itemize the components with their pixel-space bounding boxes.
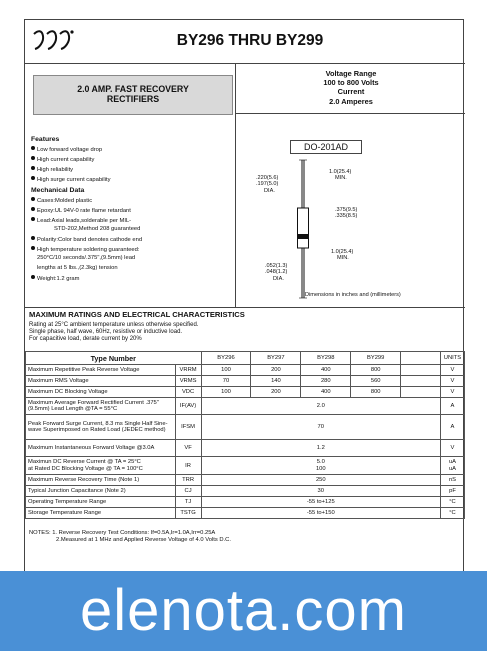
spec-summary <box>237 69 465 106</box>
divider <box>235 113 465 114</box>
unit-cell: A <box>440 398 464 415</box>
unit-cell: V <box>440 387 464 398</box>
symbol-cell: TSTG <box>175 508 201 519</box>
unit-cell: V <box>440 440 464 457</box>
table-row <box>26 387 465 398</box>
feature-item: High current capability <box>31 156 94 164</box>
spacer-cell <box>401 387 441 398</box>
value-cell: 560 <box>351 376 401 387</box>
symbol-cell: VRMS <box>175 376 201 387</box>
watermark-banner <box>0 571 487 651</box>
value-cell: 2.0 <box>201 398 440 415</box>
value-cell: 200 <box>251 387 301 398</box>
table-row <box>26 415 465 440</box>
diode-outline-drawing <box>293 156 313 306</box>
type-number-header: Type Number <box>26 352 202 365</box>
model-header: BY298 <box>301 352 351 365</box>
symbol-cell: TJ <box>175 497 201 508</box>
mechanical-item-continued: 250°C/10 seconds/.375",(9.5mm) lead <box>37 255 136 261</box>
document-title: BY296 THRU BY299 <box>176 32 324 49</box>
feature-item: High reliability <box>31 166 73 174</box>
table-row <box>26 486 465 497</box>
value-cell: 30 <box>201 486 440 497</box>
spec-line: Current <box>337 87 365 97</box>
product-line2: RECTIFIERS <box>106 94 160 104</box>
value-cell: -55 to+150 <box>201 508 440 519</box>
dim-top-lead-length: 1.0(25.4) MIN. <box>329 169 352 182</box>
symbol-cell: VRRM <box>175 365 201 376</box>
spec-line: Voltage Range <box>325 69 377 78</box>
value-cell: 200 <box>251 365 301 376</box>
unit-cell: V <box>440 376 464 387</box>
unit-cell: uA uA <box>440 457 464 475</box>
param-cell: Typical Junction Capacitance (Note 2) <box>26 486 176 497</box>
value-cell: 140 <box>251 376 301 387</box>
mechanical-item: Polarity:Color band denotes cathode end <box>31 236 142 244</box>
spec-line: 100 to 800 Volts <box>323 78 379 88</box>
model-header: BY299 <box>351 352 401 365</box>
table-row <box>26 457 465 475</box>
mechanical-item: Epoxy:UL 94V-0 rate flame retardant <box>31 207 131 215</box>
unit-cell: °C <box>440 497 464 508</box>
symbol-cell: VDC <box>175 387 201 398</box>
spacer-cell <box>401 365 441 376</box>
product-line1: 2.0 AMP. FAST RECOVERY <box>77 84 189 94</box>
unit-cell: A <box>440 415 464 440</box>
symbol-cell: IFSM <box>175 415 201 440</box>
feature-item: Low forward voltage drop <box>31 146 102 154</box>
mechanical-heading: Mechanical Data <box>31 187 85 194</box>
units-header: UNITS <box>440 352 464 365</box>
param-cell: Maximum DC Blocking Voltage <box>26 387 176 398</box>
value-cell: 800 <box>351 387 401 398</box>
datasheet-page <box>24 19 464 594</box>
divider <box>235 63 236 307</box>
model-header: BY296 <box>201 352 251 365</box>
ratings-title: MAXIMUM RATINGS AND ELECTRICAL CHARACTERISTICS <box>29 310 245 319</box>
value-cell: 250 <box>201 475 440 486</box>
value-cell: 70 <box>201 376 251 387</box>
mechanical-item-continued: lengths at 5 lbs.,(2.3kg) tension <box>37 265 118 271</box>
dim-lead-diameter: .052(1.3) .048(1.2) DIA. <box>265 263 288 282</box>
spec-line: 2.0 Amperes <box>329 96 373 106</box>
symbol-cell: CJ <box>175 486 201 497</box>
symbol-cell: IR <box>175 457 201 475</box>
watermark-text: elenota.com <box>80 578 407 643</box>
mechanical-item: High temperature soldering guaranteed: <box>31 246 139 254</box>
dim-body-length: .375(9.5) .335(8.5) <box>335 207 358 220</box>
value-cell: 280 <box>301 376 351 387</box>
rating-conditions: Rating at 25°C ambient temperature unless otherwise specified. Single phase, half wave, 60Hz, resistive or inductive load. For capacitive load, derate current by 20% <box>29 322 199 342</box>
param-cell: Maximum Instantaneous Forward Voltage @3.0A <box>26 440 176 457</box>
value-cell: 100 <box>201 365 251 376</box>
mechanical-item: Lead:Axial leads,solderable per MIL- <box>31 217 131 225</box>
value-cell: 70 <box>201 415 440 440</box>
table-row <box>26 508 465 519</box>
param-cell: Peak Forward Surge Current, 8.3 ms Single Half Sine-wave Superimposed on Rated Load (JEDEC method) <box>26 415 176 440</box>
note-line: NOTES: 1. Reverse Recovery Test Conditions: If=0.5A,Ir=1.0A,Irr=0.25A <box>29 530 216 536</box>
mechanical-item: Cases:Molded plastic <box>31 197 92 205</box>
value-cell: 400 <box>301 365 351 376</box>
value-cell: 800 <box>351 365 401 376</box>
mechanical-item: Weight:1.2 gram <box>31 275 79 283</box>
param-cell: Storage Temperature Range <box>26 508 176 519</box>
dim-bottom-lead-length: 1.0(25.4) MIN. <box>331 249 354 262</box>
unit-cell: pF <box>440 486 464 497</box>
table-row <box>26 376 465 387</box>
value-cell: 1.2 <box>201 440 440 457</box>
spacer-cell <box>401 376 441 387</box>
symbol-cell: VF <box>175 440 201 457</box>
product-heading <box>33 75 233 115</box>
table-row <box>26 475 465 486</box>
value-cell: -55 to+125 <box>201 497 440 508</box>
mechanical-item-continued: STD-202,Method 208 guaranteed <box>54 226 141 232</box>
value-cell: 5.0 100 <box>201 457 440 475</box>
param-cell: Operating Temperature Range <box>26 497 176 508</box>
value-cell: 100 <box>201 387 251 398</box>
table-row <box>26 398 465 415</box>
symbol-cell: TRR <box>175 475 201 486</box>
unit-cell: nS <box>440 475 464 486</box>
unit-cell: V <box>440 365 464 376</box>
table-row <box>26 365 465 376</box>
package-name: DO-201AD <box>290 140 362 154</box>
symbol-cell: IF(AV) <box>175 398 201 415</box>
notes <box>29 530 231 545</box>
param-cell: Maximum Repetitive Peak Reverse Voltage <box>26 365 176 376</box>
param-cell: Maximun DC Reverse Current @ TA = 25°C at Rated DC Blocking Voltage @ TA = 100°C <box>26 457 176 475</box>
feature-item: High surge current capability <box>31 176 110 184</box>
divider <box>25 63 465 64</box>
table-header-row <box>26 352 465 365</box>
param-cell: Maximum Reverse Recovery Time (Note 1) <box>26 475 176 486</box>
param-cell: Maximum Average Forward Rectified Current .375"(9.5mm) Lead Length @TA = 55°C <box>26 398 176 415</box>
param-cell: Maximum RMS Voltage <box>26 376 176 387</box>
spacer-cell <box>401 352 441 365</box>
dim-body-diameter: .220(5.6) .197(5.0) DIA. <box>256 175 279 194</box>
divider <box>25 307 465 308</box>
model-header: BY297 <box>251 352 301 365</box>
table-row <box>26 497 465 508</box>
ratings-table <box>25 351 465 519</box>
note-line: 2.Measured at 1 MHz and Applied Reverse Voltage of 4.0 Volts D.C. <box>56 537 231 544</box>
features-heading: Features <box>31 136 60 143</box>
unit-cell: °C <box>440 508 464 519</box>
manufacturer-logo <box>31 28 75 54</box>
table-row <box>26 440 465 457</box>
dimension-units-note: Dimensions in inches and (millimeters) <box>305 292 401 298</box>
value-cell: 400 <box>301 387 351 398</box>
